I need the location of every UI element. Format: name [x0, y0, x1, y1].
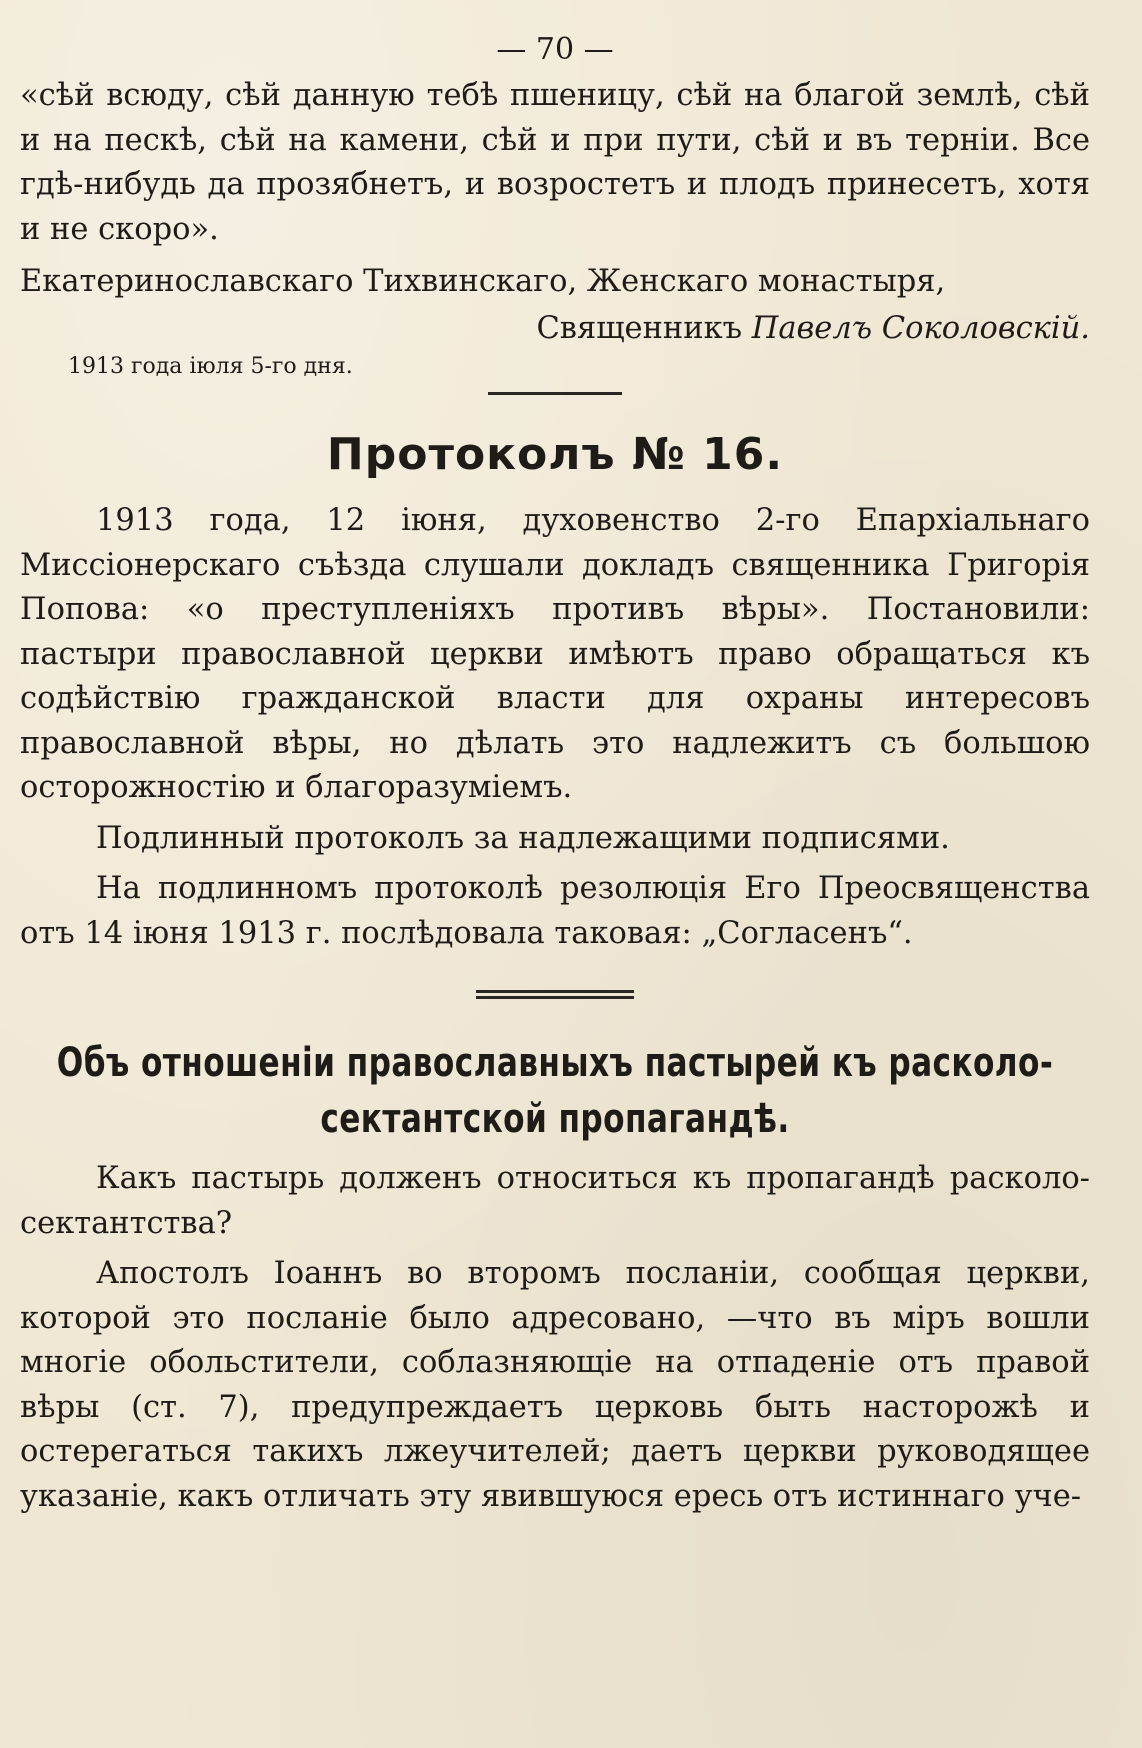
signature-date: 1913 года іюля 5-го дня. [68, 354, 353, 379]
signature-priest [20, 306, 1090, 352]
signature-monastery: Екатеринославскаго Тихвинскаго, Женскаго монастыря, [20, 264, 946, 299]
closing-quote-paragraph: «сѣй всюду, сѣй данную тебѣ пшеницу, сѣй на благой землѣ, сѣй и на пескѣ, сѣй на камени, сѣй и при пути, сѣй и въ терніи. Все гдѣ-нибудь да прозябнетъ, и возростетъ и плодъ принесетъ, хотя и не скоро». [20, 78, 1090, 247]
article-question: Какъ пастырь долженъ относиться къ пропагандѣ расколо-сектантства? [20, 1161, 1090, 1241]
article-heading: Объ отношеніи православныхъ пастырей къ расколо-сектантской пропагандѣ. [56, 1040, 1054, 1142]
page-number: — 70 — [496, 32, 614, 67]
protocol-resolution: На подлинномъ протоколѣ резолюція Его Преосвященства отъ 14 іюня 1913 г. послѣдовала таковая: „Согласенъ“. [20, 871, 1090, 951]
section-divider [488, 392, 622, 395]
article-body: Апостолъ Іоаннъ во второмъ посланіи, сообщая церкви, которой это посланіе было адресовано, —что въ міръ вошли многіе обольстители, соблазняющіе на отпаденіе отъ правой вѣры (ст. 7), предупреждаетъ церковь быть насторожѣ и остерегаться такихъ лжеучителей; даетъ церкви руководящее указаніе, какъ отличать эту явившуюся ересь отъ истиннаго уче- [20, 1256, 1090, 1514]
protocol-heading: Протоколъ № 16. [326, 429, 784, 480]
double-divider [476, 990, 634, 999]
protocol-paragraph: 1913 года, 12 іюня, духовенство 2-го Епархіальнаго Миссіонерскаго съѣзда слушали докладъ священника Григорія Попова: «о преступленіяхъ противъ вѣры». Постановили: пастыри православной церкви имѣютъ право обращаться къ содѣйствію гражданской власти для охраны интересовъ православной вѣры, но дѣлать это надлежитъ съ большою осторожностію и благоразуміемъ. [20, 503, 1090, 805]
protocol-signatures-note: Подлинный протоколъ за надлежащими подписями. [96, 820, 950, 856]
page-content [20, 28, 1090, 1519]
signature-title: Священникъ [536, 311, 743, 346]
signature-name: Павелъ Соколовскій. [751, 311, 1090, 346]
